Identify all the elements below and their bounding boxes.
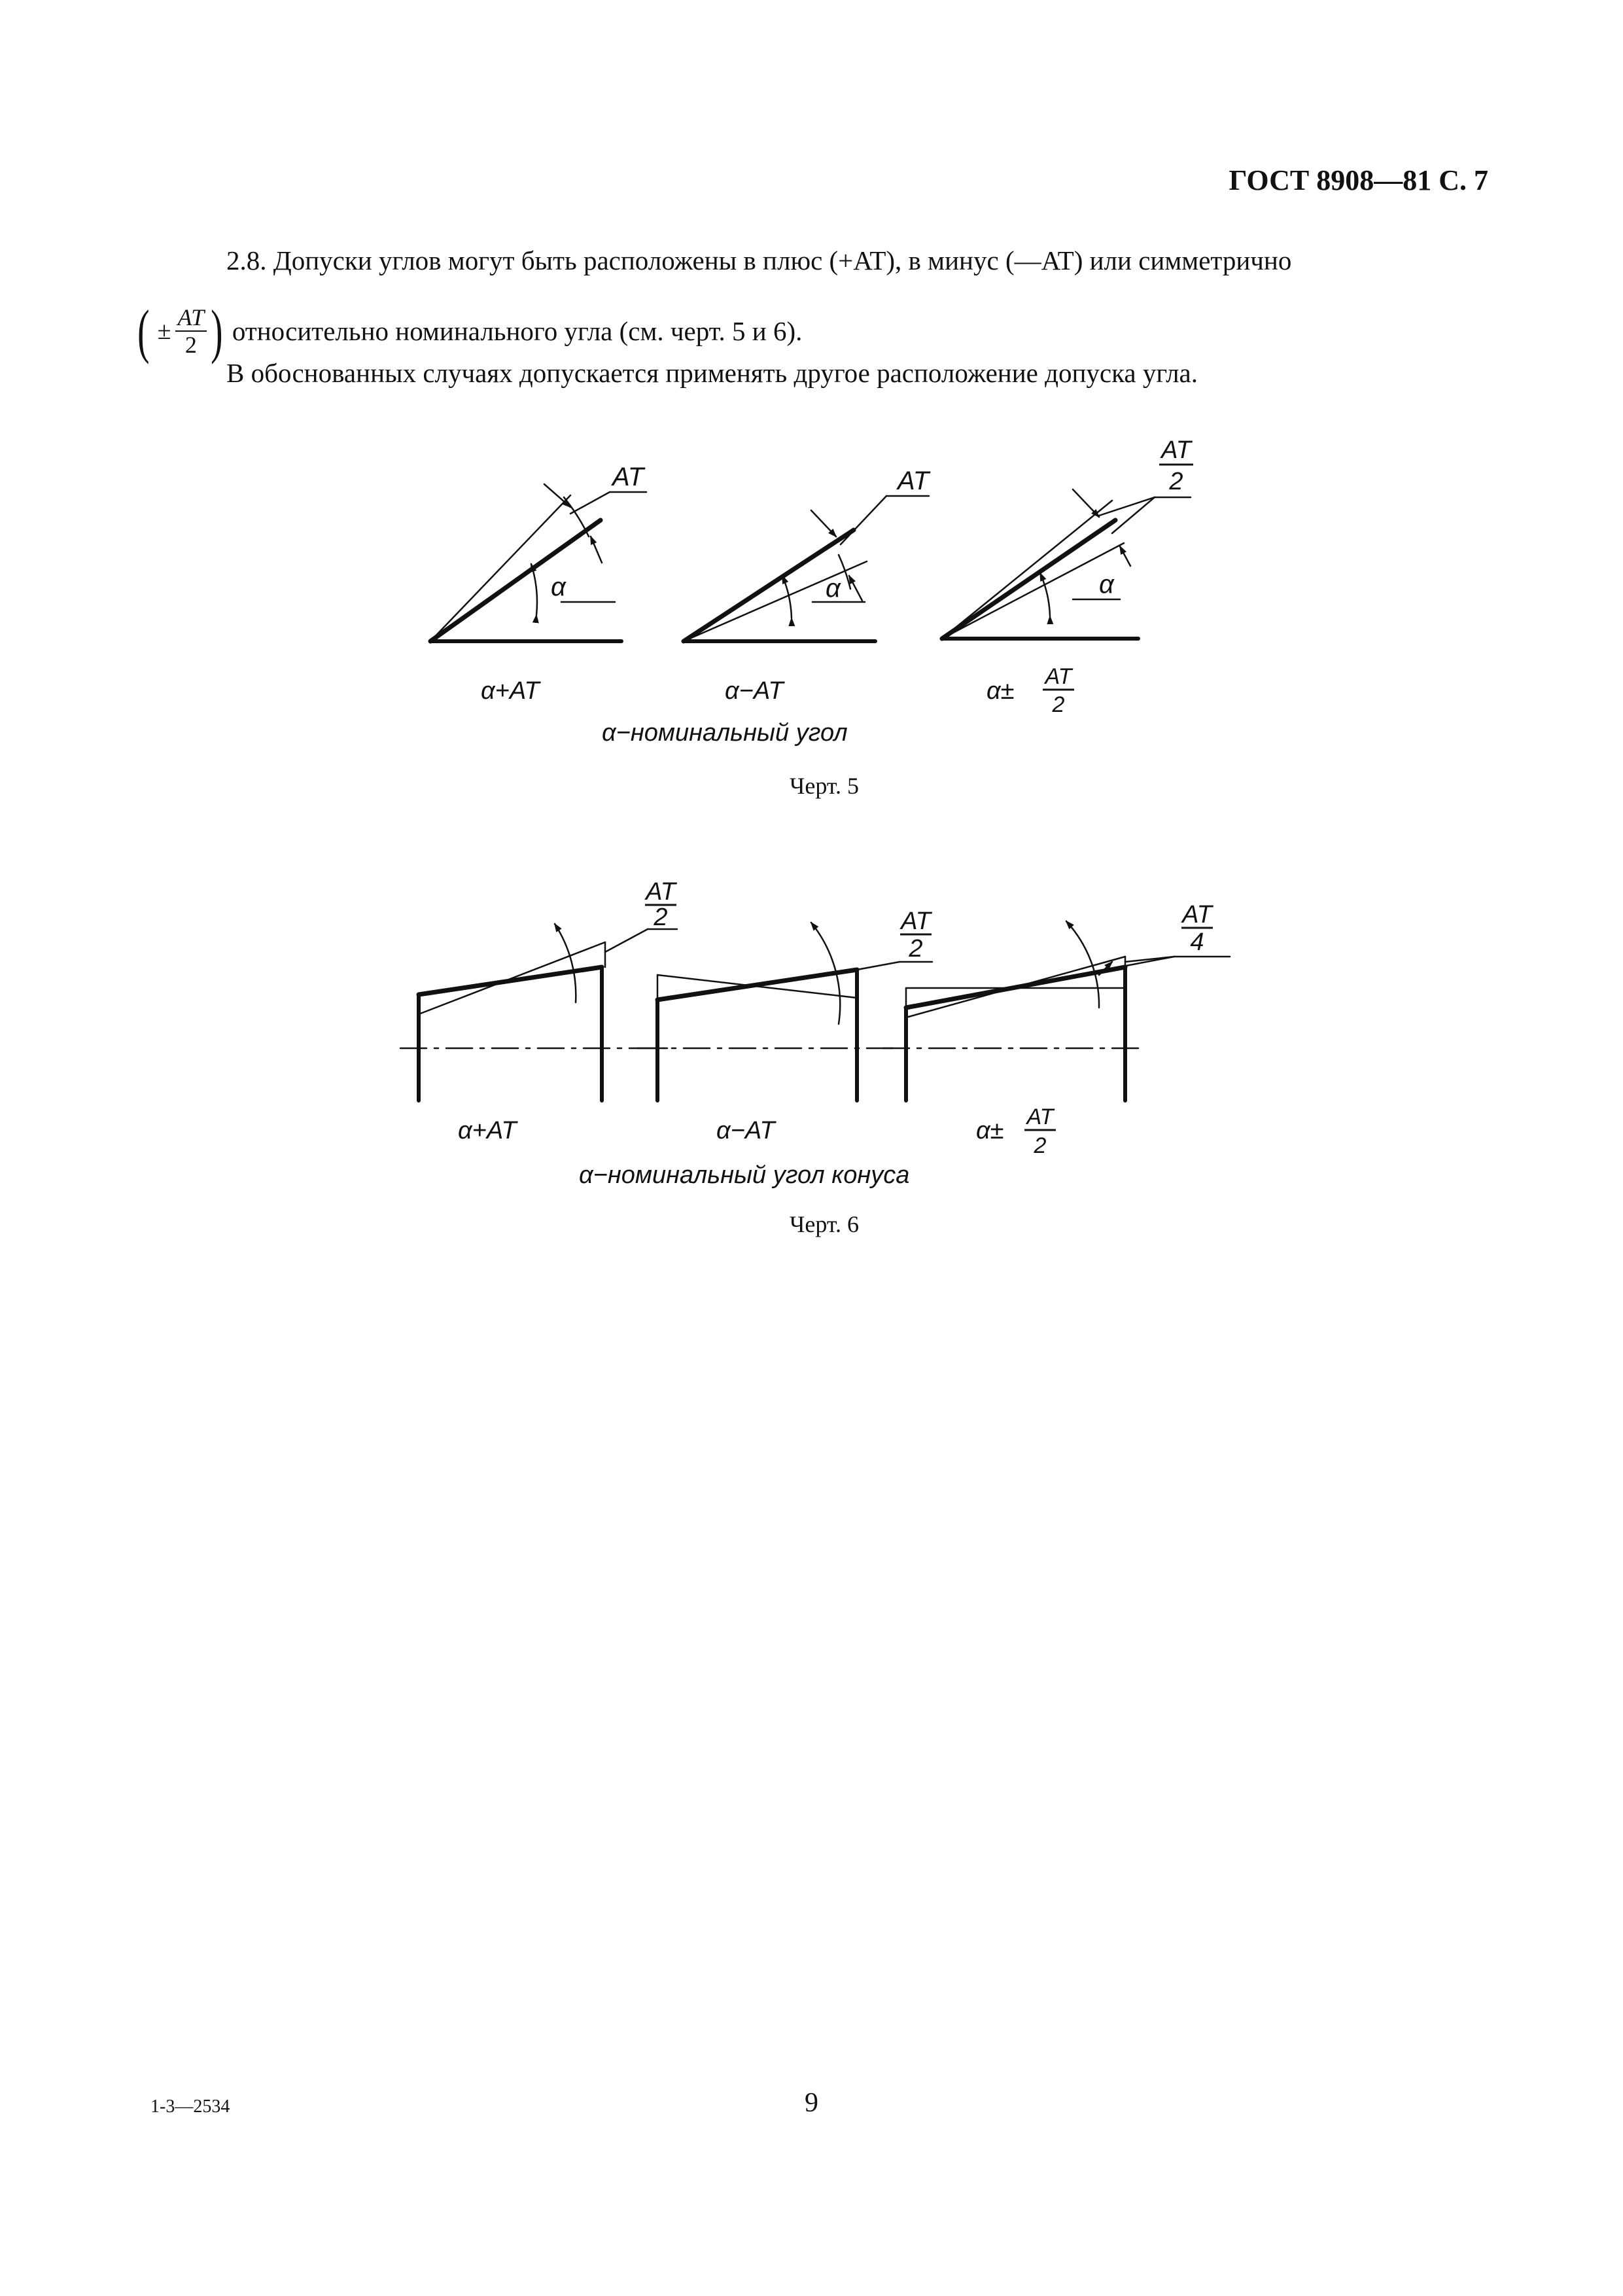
fig5-sub-minus: α−AT (725, 677, 784, 705)
fig5-sub-sym-num: AT (1045, 664, 1072, 689)
fig5-drawing-minus (684, 496, 929, 641)
fig6-sub-plus: α+AT (458, 1117, 517, 1144)
fig5-drawing-plus (430, 484, 646, 641)
fig6-label-2-den: 2 (909, 935, 923, 963)
fig6-sub-sym-prefix: α± (976, 1117, 1004, 1144)
left-paren: ( (137, 298, 150, 364)
fig6-label-2-num: AT (901, 908, 931, 935)
fig5-label-at3-num: AT (1161, 436, 1191, 464)
fig5-sub-plus: α+AT (481, 677, 540, 705)
fig5-caption: Черт. 5 (790, 773, 859, 799)
fig5-label-at-2: AT (898, 467, 930, 495)
fig6-label-3-num: AT (1182, 901, 1212, 928)
fig5-drawing-symmetric (942, 489, 1191, 639)
fig6-caption: Черт. 6 (790, 1211, 859, 1237)
page-number: 9 (805, 2088, 818, 2118)
footer-code: 1-3—2534 (150, 2096, 230, 2117)
fig6-sub-sym-num: AT (1026, 1104, 1054, 1129)
fig6-drawing-plus (400, 924, 677, 1101)
paragraph-2-8: 2.8. Допуски углов могут быть расположены в плюс (+AT), в минус (—AT) или симметрично (226, 245, 1292, 275)
page-header: ГОСТ 8908—81 С. 7 (1229, 164, 1488, 196)
fig5-legend: α−номинальный угол (602, 719, 848, 747)
fig5-label-at-1: AT (612, 463, 644, 491)
fig6-label-1-den: 2 (654, 904, 668, 931)
right-paren: ) (211, 298, 223, 364)
fig5-label-alpha-1: α (551, 573, 566, 601)
fig5-label-alpha-3: α (1099, 570, 1114, 599)
plus-minus-sign: ± (157, 317, 171, 345)
fig5-label-at3-den: 2 (1169, 468, 1183, 495)
fig5-sub-sym-prefix: α± (986, 677, 1015, 705)
fraction-denominator: 2 (184, 332, 197, 358)
fig6-sub-sym-den: 2 (1034, 1133, 1047, 1158)
paragraph-text: относительно номинального угла (см. черт. 5 и 6). (232, 316, 803, 346)
paragraph-justified-cases: В обоснованных случаях допускается применять другое расположение допуска угла. (226, 358, 1198, 388)
fig5-label-alpha-2: α (826, 574, 841, 603)
fraction-numerator: AT (175, 304, 207, 332)
fig6-label-3-den: 4 (1190, 928, 1204, 956)
fig5-sub-sym-den: 2 (1052, 692, 1065, 717)
fig6-sub-minus: α−AT (716, 1117, 775, 1144)
fig6-drawing-symmetric (883, 921, 1230, 1101)
fig6-legend: α−номинальный угол конуса (579, 1161, 910, 1189)
fig6-drawing-minus (638, 923, 932, 1101)
fig6-label-1-num: AT (646, 878, 676, 906)
